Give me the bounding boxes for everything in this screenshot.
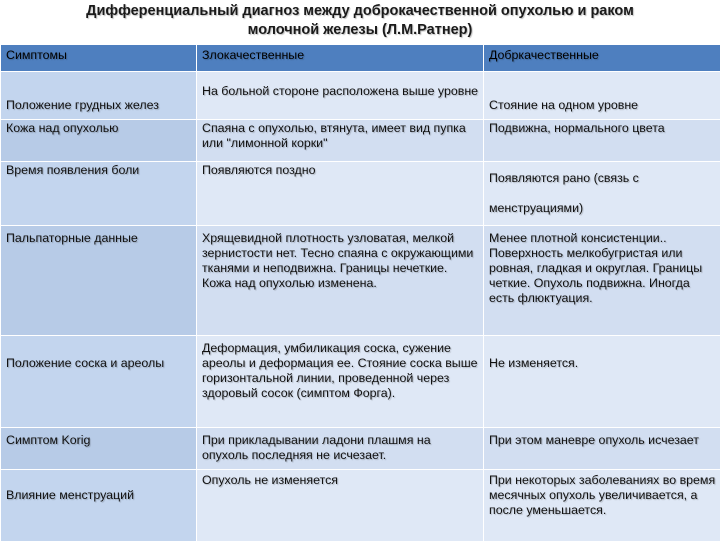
row-6-symptom: Симптом Korig (1, 428, 197, 470)
page-title (0, 0, 720, 44)
table-row (1, 120, 720, 162)
row-1-symptom: Положение грудных желез (1, 72, 197, 120)
row-5-benign: Не изменяется. (484, 336, 720, 428)
row-4-malignant: Хрящевидной плотность узловатая, мелкой зернистости нет. Тесно спаяна с окружающими тканями и неподвижна. Границы нечеткие. Кожа над опухолью изменена. (197, 226, 484, 336)
row-3-benign: Появляются рано (связь с менструациями) (484, 162, 720, 226)
row-6-malignant: При прикладывании ладони плашмя на опухоль последняя не исчезает. (197, 428, 484, 470)
row-6-benign: При этом маневре опухоль исчезает (484, 428, 720, 470)
table-row (1, 336, 720, 428)
title-line-1: Дифференциальный диагноз между доброкачественной опухолью и раком (0, 2, 720, 21)
row-7-malignant: Опухоль не изменяется (197, 470, 484, 542)
table-row (1, 428, 720, 470)
header-benign: Добркачественные (484, 45, 720, 72)
row-7-benign: При некоторых заболеваниях во время месячных опухоль увеличивается, а после уменьшается. (484, 470, 720, 542)
table-row (1, 72, 720, 120)
row-2-symptom: Кожа над опухолью (1, 120, 197, 162)
table-row (1, 162, 720, 226)
row-3-symptom: Время появления боли (1, 162, 197, 226)
table-row (1, 470, 720, 542)
row-1-malignant: На больной стороне расположена выше уровне (197, 72, 484, 120)
row-5-symptom: Положение соска и ареолы (1, 336, 197, 428)
row-2-malignant: Спаяна с опухолью, втянута, имеет вид пупка или "лимонной корки" (197, 120, 484, 162)
table-row (1, 226, 720, 336)
title-line-2: молочной железы (Л.М.Ратнер) (0, 21, 720, 40)
row-7-symptom: Влияние менструаций (1, 470, 197, 542)
table-header-row (1, 45, 720, 72)
row-1-benign: Стояние на одном уровне (484, 72, 720, 120)
row-5-malignant: Деформация, умбиликация соска, сужение ареолы и деформация ее. Стояние соска выше горизонтальной линии, проведенной через здоровый сосок (симптом Форга). (197, 336, 484, 428)
row-3-malignant: Появляются поздно (197, 162, 484, 226)
row-4-benign: Менее плотной консистенции.. Поверхность мелкобугристая или ровная, гладкая и округлая. Границы четкие. Опухоль подвижна. Иногда есть флюктуация. (484, 226, 720, 336)
diagnosis-table (0, 44, 720, 542)
row-4-symptom: Пальпаторные данные (1, 226, 197, 336)
header-symptoms: Симптомы (1, 45, 197, 72)
header-malignant: Злокачественные (197, 45, 484, 72)
row-2-benign: Подвижна, нормального цвета (484, 120, 720, 162)
